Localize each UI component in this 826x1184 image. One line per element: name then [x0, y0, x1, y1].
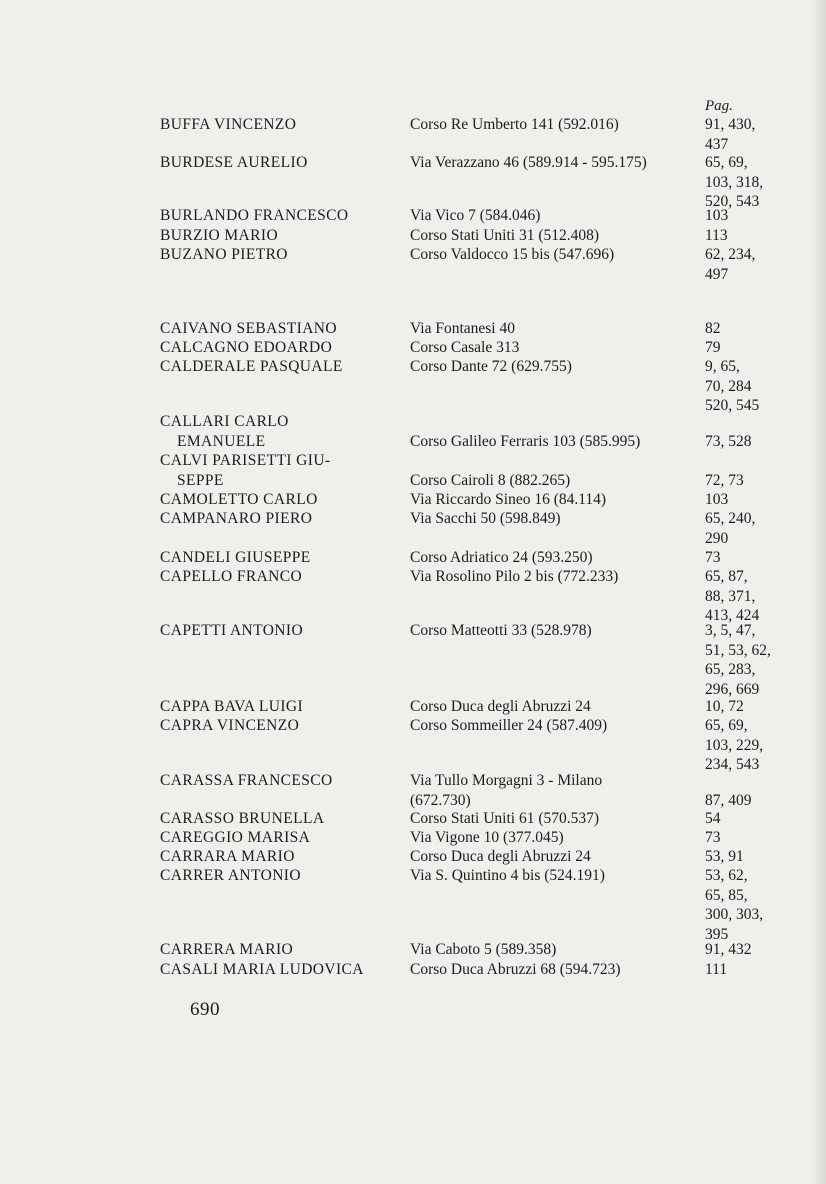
entry-pages-line: 65, 69, [705, 154, 748, 171]
entry-pages-line: 113 [705, 227, 728, 244]
entry-address-line: Via Riccardo Sineo 16 (84.114) [410, 491, 607, 508]
entry-pages-line [705, 771, 815, 791]
entry-address-line: Via Fontanesi 40 [410, 320, 515, 337]
entry-name [160, 716, 400, 736]
entry-pages [705, 319, 815, 339]
entry-name-line: CAPETTI ANTONIO [160, 622, 304, 639]
entry-address-line: Via Vico 7 (584.046) [410, 207, 541, 224]
entry-pages-line: 520, 543 [705, 193, 760, 210]
entry-address [410, 771, 700, 810]
entry-address [410, 847, 700, 867]
entry-address-line: Via Verazzano 46 (589.914 - 595.175) [410, 154, 647, 171]
entry-pages [705, 771, 815, 810]
entry-name [160, 357, 400, 377]
entry-pages [705, 548, 815, 568]
entry-address [410, 866, 700, 886]
entry-name-line: CALDERALE PASQUALE [160, 358, 343, 375]
entry-address [410, 509, 700, 529]
entry-name [160, 226, 400, 246]
entry-address-line: Via Rosolino Pilo 2 bis (772.233) [410, 568, 619, 585]
entry-pages-line: 65, 85, [705, 886, 748, 904]
entry-address [410, 697, 700, 717]
entry-address-line: Corso Casale 313 [410, 339, 520, 356]
entry-address-line: Via Caboto 5 (589.358) [410, 941, 557, 958]
entry-name [160, 548, 400, 568]
entry-address-line [410, 451, 700, 471]
entry-name-line: CAMPANARO PIERO [160, 510, 313, 527]
entry-pages [705, 716, 815, 775]
entry-address [410, 357, 700, 377]
entry-pages [705, 357, 815, 416]
entry-name [160, 509, 400, 529]
entry-name [160, 940, 400, 960]
entry-address-line: Corso Re Umberto 141 (592.016) [410, 116, 619, 133]
entry-name-line: CARASSO BRUNELLA [160, 810, 325, 827]
entry-name [160, 697, 400, 717]
entry-address-line: Corso Stati Uniti 61 (570.537) [410, 810, 600, 827]
entry-name-line: CAIVANO SEBASTIANO [160, 320, 337, 337]
entry-address-line: Via Sacchi 50 (598.849) [410, 510, 561, 527]
entry-address-line [410, 412, 700, 432]
entry-address [410, 206, 700, 226]
entry-name-line: CAMOLETTO CARLO [160, 491, 318, 508]
entry-address [410, 245, 700, 265]
entry-address [410, 809, 700, 829]
entry-pages [705, 697, 815, 717]
entry-pages-line: 65, 283, [705, 661, 756, 678]
entry-pages [705, 509, 815, 548]
entry-address [410, 338, 700, 358]
entry-pages-line: 290 [705, 529, 729, 547]
entry-address-line: Corso Duca Abruzzi 68 (594.723) [410, 961, 621, 978]
entry-pages [705, 940, 815, 960]
entry-pages-line: 111 [705, 961, 728, 978]
entry-pages-line: 65, 69, [705, 717, 748, 734]
entry-address [410, 940, 700, 960]
entry-address-line: Corso Dante 72 (629.755) [410, 358, 572, 375]
entry-name [160, 451, 400, 490]
entry-address [410, 319, 700, 339]
entry-name-line: CASALI MARIA LUDOVICA [160, 961, 364, 978]
entry-pages-line: 413, 424 [705, 607, 760, 624]
entry-name [160, 621, 400, 641]
entry-address [410, 548, 700, 568]
entry-pages-line: 3, 5, 47, [705, 622, 756, 639]
entry-pages [705, 866, 815, 944]
entry-name-line: CALCAGNO EDOARDO [160, 339, 333, 356]
entry-name-line: CALVI PARISETTI GIU- [160, 452, 331, 469]
entry-pages [705, 115, 815, 154]
entry-address [410, 960, 700, 980]
entry-pages-line: 82 [705, 320, 721, 337]
entry-name [160, 567, 400, 587]
entry-pages-line [705, 451, 815, 471]
entry-pages-line: 103, 229, [705, 736, 764, 754]
entry-pages-line: 520, 545 [705, 397, 760, 414]
entry-name [160, 206, 400, 226]
entry-pages [705, 828, 815, 848]
entry-pages-line: 62, 234, [705, 246, 756, 263]
entry-address-line: Corso Galileo Ferraris 103 (585.995) [410, 432, 641, 450]
entry-pages-line: 103, 318, [705, 173, 764, 191]
entry-name [160, 319, 400, 339]
entry-name-line: CANDELI GIUSEPPE [160, 549, 311, 566]
entry-name-line: CAREGGIO MARISA [160, 829, 311, 846]
entry-address [410, 716, 700, 736]
entry-pages-line: 234, 543 [705, 756, 760, 773]
entry-name-line: BUFFA VINCENZO [160, 116, 297, 133]
entry-name-line: BUZANO PIETRO [160, 246, 288, 263]
entry-name [160, 412, 400, 451]
entry-pages-line: 65, 240, [705, 510, 756, 527]
entry-pages-line: 73 [705, 549, 721, 566]
entry-pages-line: 72, 73 [705, 471, 744, 489]
entry-pages-line: 91, 430, [705, 116, 756, 133]
entry-address-line: Corso Stati Uniti 31 (512.408) [410, 227, 600, 244]
entry-name [160, 847, 400, 867]
entry-name-line: BURLANDO FRANCESCO [160, 207, 349, 224]
entry-name-line: CALLARI CARLO [160, 413, 289, 430]
entry-address-line: Corso Matteotti 33 (528.978) [410, 622, 592, 639]
entry-pages-line: 88, 371, [705, 587, 756, 605]
entry-address-line: (672.730) [410, 791, 471, 809]
entry-pages-line: 70, 284 [705, 377, 752, 395]
entry-pages [705, 621, 815, 699]
entry-pages [705, 245, 815, 284]
entry-address-line: Corso Duca degli Abruzzi 24 [410, 698, 591, 715]
entry-address [410, 451, 700, 490]
entry-pages [705, 847, 815, 867]
entry-name-line: BURZIO MARIO [160, 227, 279, 244]
entry-pages-line: 73, 528 [705, 432, 752, 450]
entry-name [160, 245, 400, 265]
entry-pages-line: 79 [705, 339, 721, 356]
entry-pages-line: 497 [705, 265, 729, 283]
entry-pages-line: 103 [705, 207, 729, 224]
page-number: 690 [190, 999, 220, 1020]
entry-name-line: CARRARA MARIO [160, 848, 295, 865]
entry-name-line: CARRER ANTONIO [160, 867, 301, 884]
entry-pages-line [705, 412, 815, 432]
entry-pages-line: 73 [705, 829, 721, 846]
entry-address-line: Via S. Quintino 4 bis (524.191) [410, 867, 605, 884]
entry-name [160, 338, 400, 358]
entry-pages [705, 206, 815, 226]
entry-pages-line: 296, 669 [705, 680, 760, 698]
entry-address [410, 490, 700, 510]
entry-address-line: Corso Sommeiller 24 (587.409) [410, 717, 608, 734]
entry-pages-line: 103 [705, 491, 729, 508]
entry-pages [705, 960, 815, 980]
entry-pages-line: 395 [705, 925, 729, 943]
entry-name [160, 809, 400, 829]
entry-pages [705, 338, 815, 358]
entry-pages [705, 567, 815, 626]
entry-name [160, 828, 400, 848]
entry-pages [705, 412, 815, 451]
entry-pages-line: 53, 91 [705, 848, 744, 865]
entry-pages-line: 437 [705, 135, 729, 153]
entry-pages-line: 54 [705, 810, 721, 827]
entry-pages-line: 91, 432 [705, 941, 752, 958]
entry-pages-line: 87, 409 [705, 791, 752, 809]
entry-address [410, 621, 700, 641]
pag-column-header: Pag. [705, 98, 733, 114]
entry-pages-line: 10, 72 [705, 698, 744, 715]
entry-name-line: SEPPE [177, 471, 224, 489]
entry-name [160, 115, 400, 135]
entry-pages [705, 809, 815, 829]
entry-name [160, 153, 400, 173]
entry-pages-line: 51, 53, 62, [705, 641, 771, 659]
entry-name-line: CARASSA FRANCESCO [160, 772, 333, 789]
entry-name-line: EMANUELE [177, 432, 266, 450]
entry-pages [705, 451, 815, 490]
entry-address-line: Corso Cairoli 8 (882.265) [410, 471, 571, 489]
entry-address-line: Via Vigone 10 (377.045) [410, 829, 564, 846]
entry-pages [705, 490, 815, 510]
entry-name-line: BURDESE AURELIO [160, 154, 308, 171]
entry-name [160, 866, 400, 886]
entry-address [410, 412, 700, 451]
entry-address-line: Corso Valdocco 15 bis (547.696) [410, 246, 615, 263]
entry-address [410, 828, 700, 848]
entry-address-line: Corso Adriatico 24 (593.250) [410, 549, 593, 566]
entry-address [410, 115, 700, 135]
entry-name [160, 771, 400, 791]
entry-pages-line: 300, 303, [705, 906, 764, 923]
entry-address [410, 226, 700, 246]
entry-name-line: CARRERA MARIO [160, 941, 294, 958]
entry-pages [705, 153, 815, 212]
entry-pages-line: 9, 65, [705, 358, 740, 375]
entry-pages-line: 53, 62, [705, 867, 748, 884]
entry-pages-line: 65, 87, [705, 568, 748, 585]
entry-address-line: Corso Duca degli Abruzzi 24 [410, 848, 591, 865]
entry-address [410, 567, 700, 587]
entry-name-line: CAPPA BAVA LUIGI [160, 698, 304, 715]
entry-pages [705, 226, 815, 246]
entry-address [410, 153, 700, 173]
entry-address-line: Via Tullo Morgagni 3 - Milano [410, 772, 603, 789]
entry-name-line: CAPRA VINCENZO [160, 717, 300, 734]
entry-name-line: CAPELLO FRANCO [160, 568, 303, 585]
entry-name [160, 960, 400, 980]
entry-name [160, 490, 400, 510]
